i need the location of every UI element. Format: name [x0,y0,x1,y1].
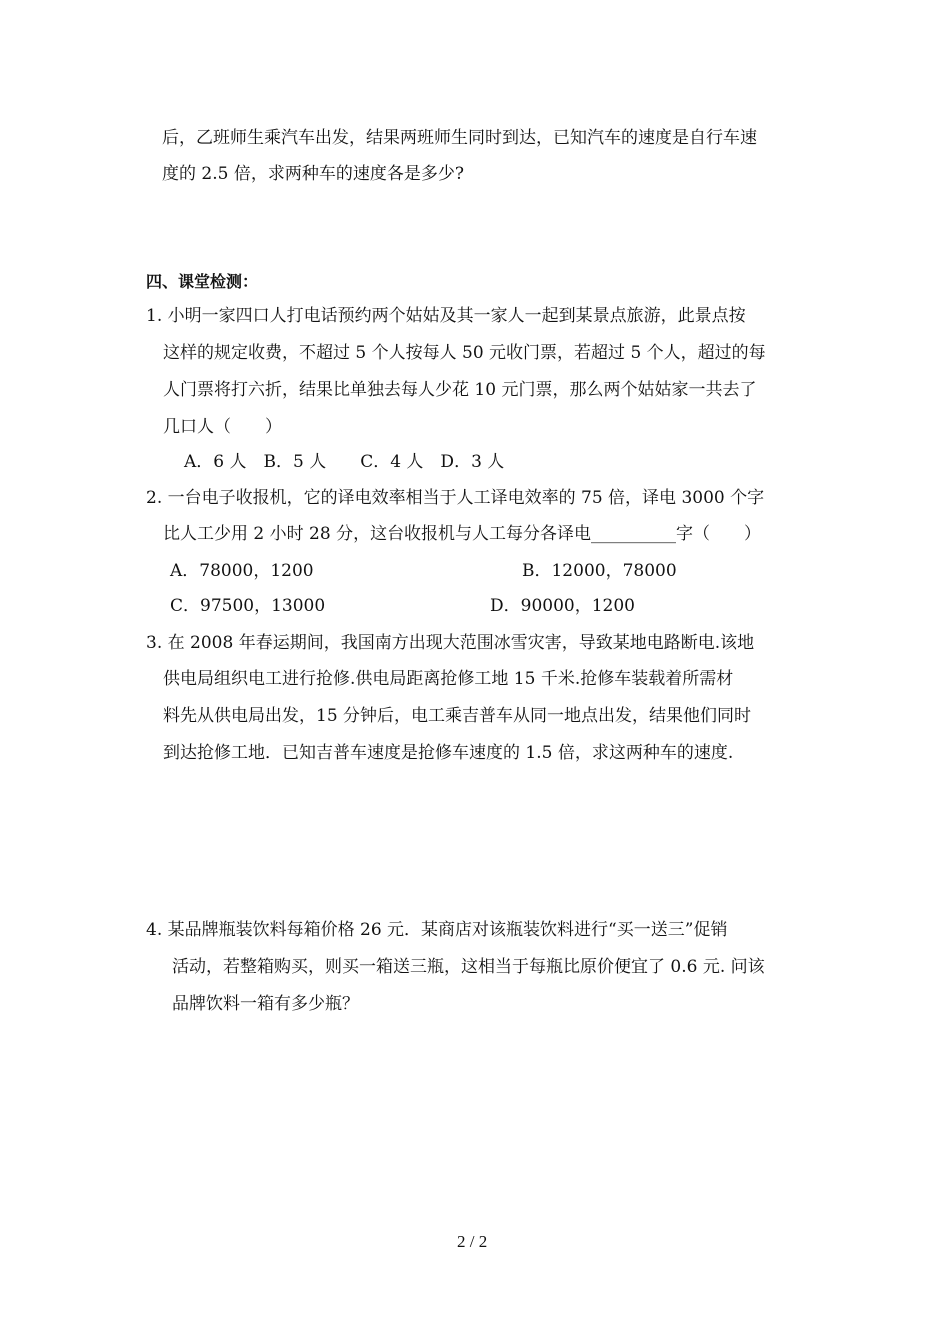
q2-option-d: D．90000，1200 [490,596,635,616]
q3-line-3: 料先从供电局出发，15 分钟后，电工乘吉普车从同一地点出发，结果他们同时 [163,706,752,726]
q2-option-c: C．97500，13000 [170,596,326,616]
q1-line-2: 这样的规定收费，不超过 5 个人按每人 50 元收门票，若超过 5 个人，超过的每 [163,343,766,363]
q4-line-1: 4. 某品牌瓶装饮料每箱价格 26 元．某商店对该瓶装饮料进行“买一送三”促销 [146,920,728,940]
q4-line-2: 活动，若整箱购买，则买一箱送三瓶，这相当于每瓶比原价便宜了 0.6 元. 问该 [172,957,765,977]
q2-option-b: B．12000，78000 [522,561,677,581]
q4-line-3: 品牌饮料一箱有多少瓶？ [172,994,359,1014]
q1-options: A．6 人 B．5 人 C．4 人 D．3 人 [184,452,505,472]
q3-line-4: 到达抢修工地．已知吉普车速度是抢修车速度的 1.5 倍，求这两种车的速度. [163,743,734,763]
intro-line-1: 后，乙班师生乘汽车出发，结果两班师生同时到达，已知汽车的速度是自行车速 [162,128,757,148]
q1-line-3: 人门票将打六折，结果比单独去每人少花 10 元门票，那么两个姑姑家一共去了 [163,380,757,400]
q2-option-a: A．78000，1200 [170,561,314,581]
q3-line-2: 供电局组织电工进行抢修.供电局距离抢修工地 15 千米.抢修车装载着所需材 [163,669,734,689]
q3-line-1: 3. 在 2008 年春运期间，我国南方出现大范围冰雪灾害，导致某地电路断电.该地 [146,633,755,653]
section-title: 四、课堂检测： [146,272,259,291]
q1-line-4: 几口人（ ） [163,417,282,437]
q1-line-1: 1. 小明一家四口人打电话预约两个姑姑及其一家人一起到某景点旅游，此景点按 [146,306,746,326]
intro-line-2: 度的 2.5 倍，求两种车的速度各是多少? [162,164,464,184]
page-number: 2 / 2 [457,1232,488,1251]
q2-line-1: 2. 一台电子收报机，它的译电效率相当于人工译电效率的 75 倍，译电 3000 个字 [146,488,765,508]
q2-line-2: 比人工少用 2 小时 28 分，这台收报机与人工每分各译电__________字（ ） [163,524,762,544]
